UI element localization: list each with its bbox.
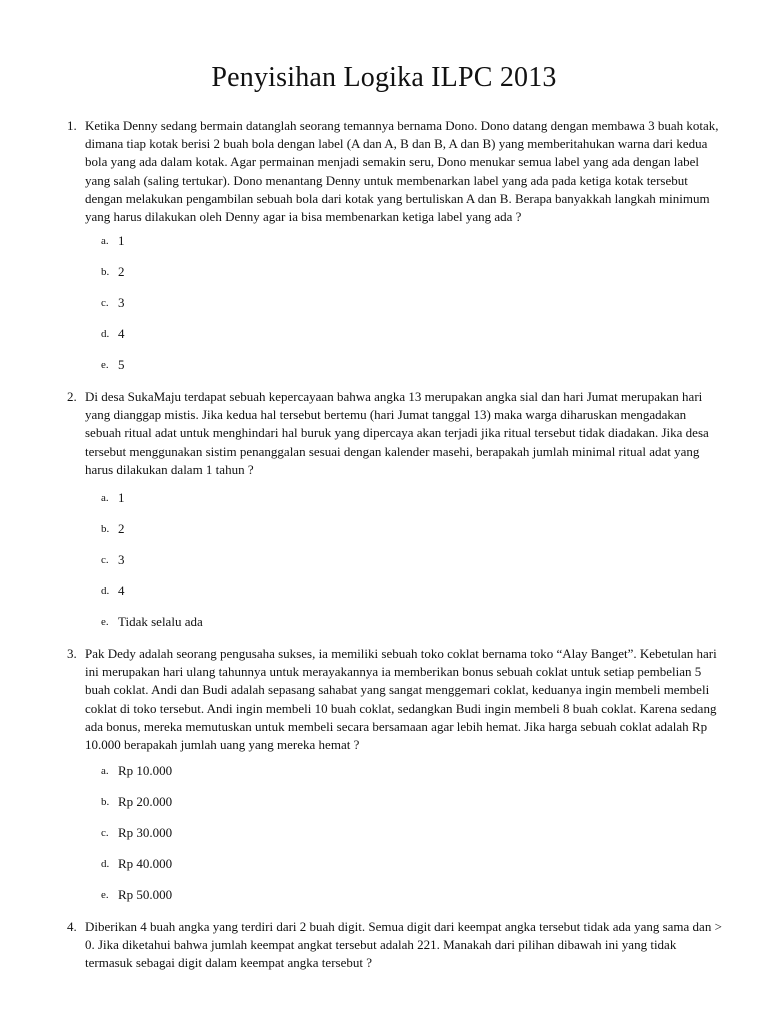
option-label: b.	[101, 796, 110, 808]
question-number: 2.	[67, 389, 77, 404]
option-label: d.	[101, 328, 110, 340]
option-label: a.	[101, 765, 109, 777]
option-2b	[0, 520, 768, 538]
option-1c	[0, 294, 768, 312]
option-label: d.	[101, 585, 110, 597]
option-text: Rp 40.000	[118, 856, 173, 871]
option-1e	[0, 356, 768, 374]
question-number: 4.	[67, 919, 77, 934]
option-text: 3	[118, 552, 125, 567]
option-3d	[0, 855, 768, 873]
question-text: Pak Dedy adalah seorang pengusaha sukses, ia memiliki sebuah toko coklat bernama toko “Alay Banget”. Kebetulan hari ini merupakan hari ulang tahunnya untuk merayakannya ia memberikan bonus sebuah coklat untuk setiap pembelian 5 buah coklat. Andi dan Budi adalah sepasang sahabat yang sangat menggemari coklat, keduanya ingin membeli membeli coklat di toko tersebut. Andi ingin membeli 10 buah coklat, sedangkan Budi ingin membeli 8 buah coklat. Karena sedang ada bonus, mereka memutuskan untuk membeli secara bersamaan agar lebih hemat. Jika harga sebuah coklat adalah Rp 10.000 berapakah jumlah uang yang mereka hemat ?	[85, 646, 717, 753]
option-label: a.	[101, 492, 109, 504]
option-2c	[0, 551, 768, 569]
question-text: Diberikan 4 buah angka yang terdiri dari 2 buah digit. Semua digit dari keempat angka tersebut tidak ada yang sama dan > 0. Jika diketahui bahwa jumlah keempat angkat tersebut adalah 221. Manakah dari pilihan dibawah ini yang tidak termasuk sebagai digit dalam keempat angka tersebut ?	[85, 919, 722, 971]
option-text: 4	[118, 583, 125, 598]
option-text: 2	[118, 264, 125, 279]
option-label: c.	[101, 827, 109, 839]
option-text: 1	[118, 490, 125, 505]
question-text: Ketika Denny sedang bermain datanglah seorang temannya bernama Dono. Dono datang dengan membawa 3 buah kotak, dimana tiap kotak berisi 2 buah bola dengan label (A dan A, B dan B, A dan B) yang memberitahukan warna dari kedua bola yang ada dalam kotak. Agar permainan menjadi semakin seru, Dono menukar semua label yang ada dengan label yang salah (saling tertukar). Dono menantang Denny untuk membenarkan label yang ada pada ketiga kotak tersebut dengan melakukan pengambilan sebuah bola dari kotak yang bertuliskan A dan B. Berapa banyakkah langkah minimum yang harus dilakukan oleh Denny agar ia bisa membenarkan ketiga label yang ada ?	[85, 118, 719, 225]
option-text: Tidak selalu ada	[118, 614, 203, 629]
option-text: 2	[118, 521, 125, 536]
question-number: 3.	[67, 646, 77, 661]
question-number: 1.	[67, 118, 77, 133]
option-3b	[0, 793, 768, 811]
option-text: 3	[118, 295, 125, 310]
option-label: b.	[101, 266, 110, 278]
option-text: 5	[118, 357, 125, 372]
option-text: Rp 50.000	[118, 887, 173, 902]
option-text: Rp 20.000	[118, 794, 173, 809]
question-text: Di desa SukaMaju terdapat sebuah kepercayaan bahwa angka 13 merupakan angka sial dan hari Jumat merupakan hari yang dianggap mistis. Jika kedua hal tersebut bertemu (hari Jumat tanggal 13) maka warga diharuskan mengadakan sebuah ritual adat untuk menghindari hal buruk yang dipercaya akan terjadi jika ritual tersebut tidak diadakan. Jika desa tersebut menggunakan sistim penanggalan sesuai dengan kalender masehi, berapakah jumlah minimal ritual adat yang harus dilakukan dalam 1 tahun ?	[85, 389, 709, 477]
option-text: 4	[118, 326, 125, 341]
option-label: e.	[101, 889, 109, 901]
option-text: Rp 10.000	[118, 763, 173, 778]
option-label: c.	[101, 554, 109, 566]
option-text: 1	[118, 233, 125, 248]
option-1a	[0, 232, 768, 250]
option-2a	[0, 489, 768, 507]
option-1b	[0, 263, 768, 281]
option-label: e.	[101, 359, 109, 371]
option-label: d.	[101, 858, 110, 870]
option-label: e.	[101, 616, 109, 628]
option-label: c.	[101, 297, 109, 309]
option-text: Rp 30.000	[118, 825, 173, 840]
option-label: a.	[101, 235, 109, 247]
option-3c	[0, 824, 768, 842]
page-title: Penyisihan Logika ILPC 2013	[211, 62, 557, 93]
option-1d	[0, 325, 768, 343]
option-3e	[0, 886, 768, 904]
option-3a	[0, 762, 768, 780]
option-2d	[0, 582, 768, 600]
option-label: b.	[101, 523, 110, 535]
option-2e	[0, 613, 768, 631]
